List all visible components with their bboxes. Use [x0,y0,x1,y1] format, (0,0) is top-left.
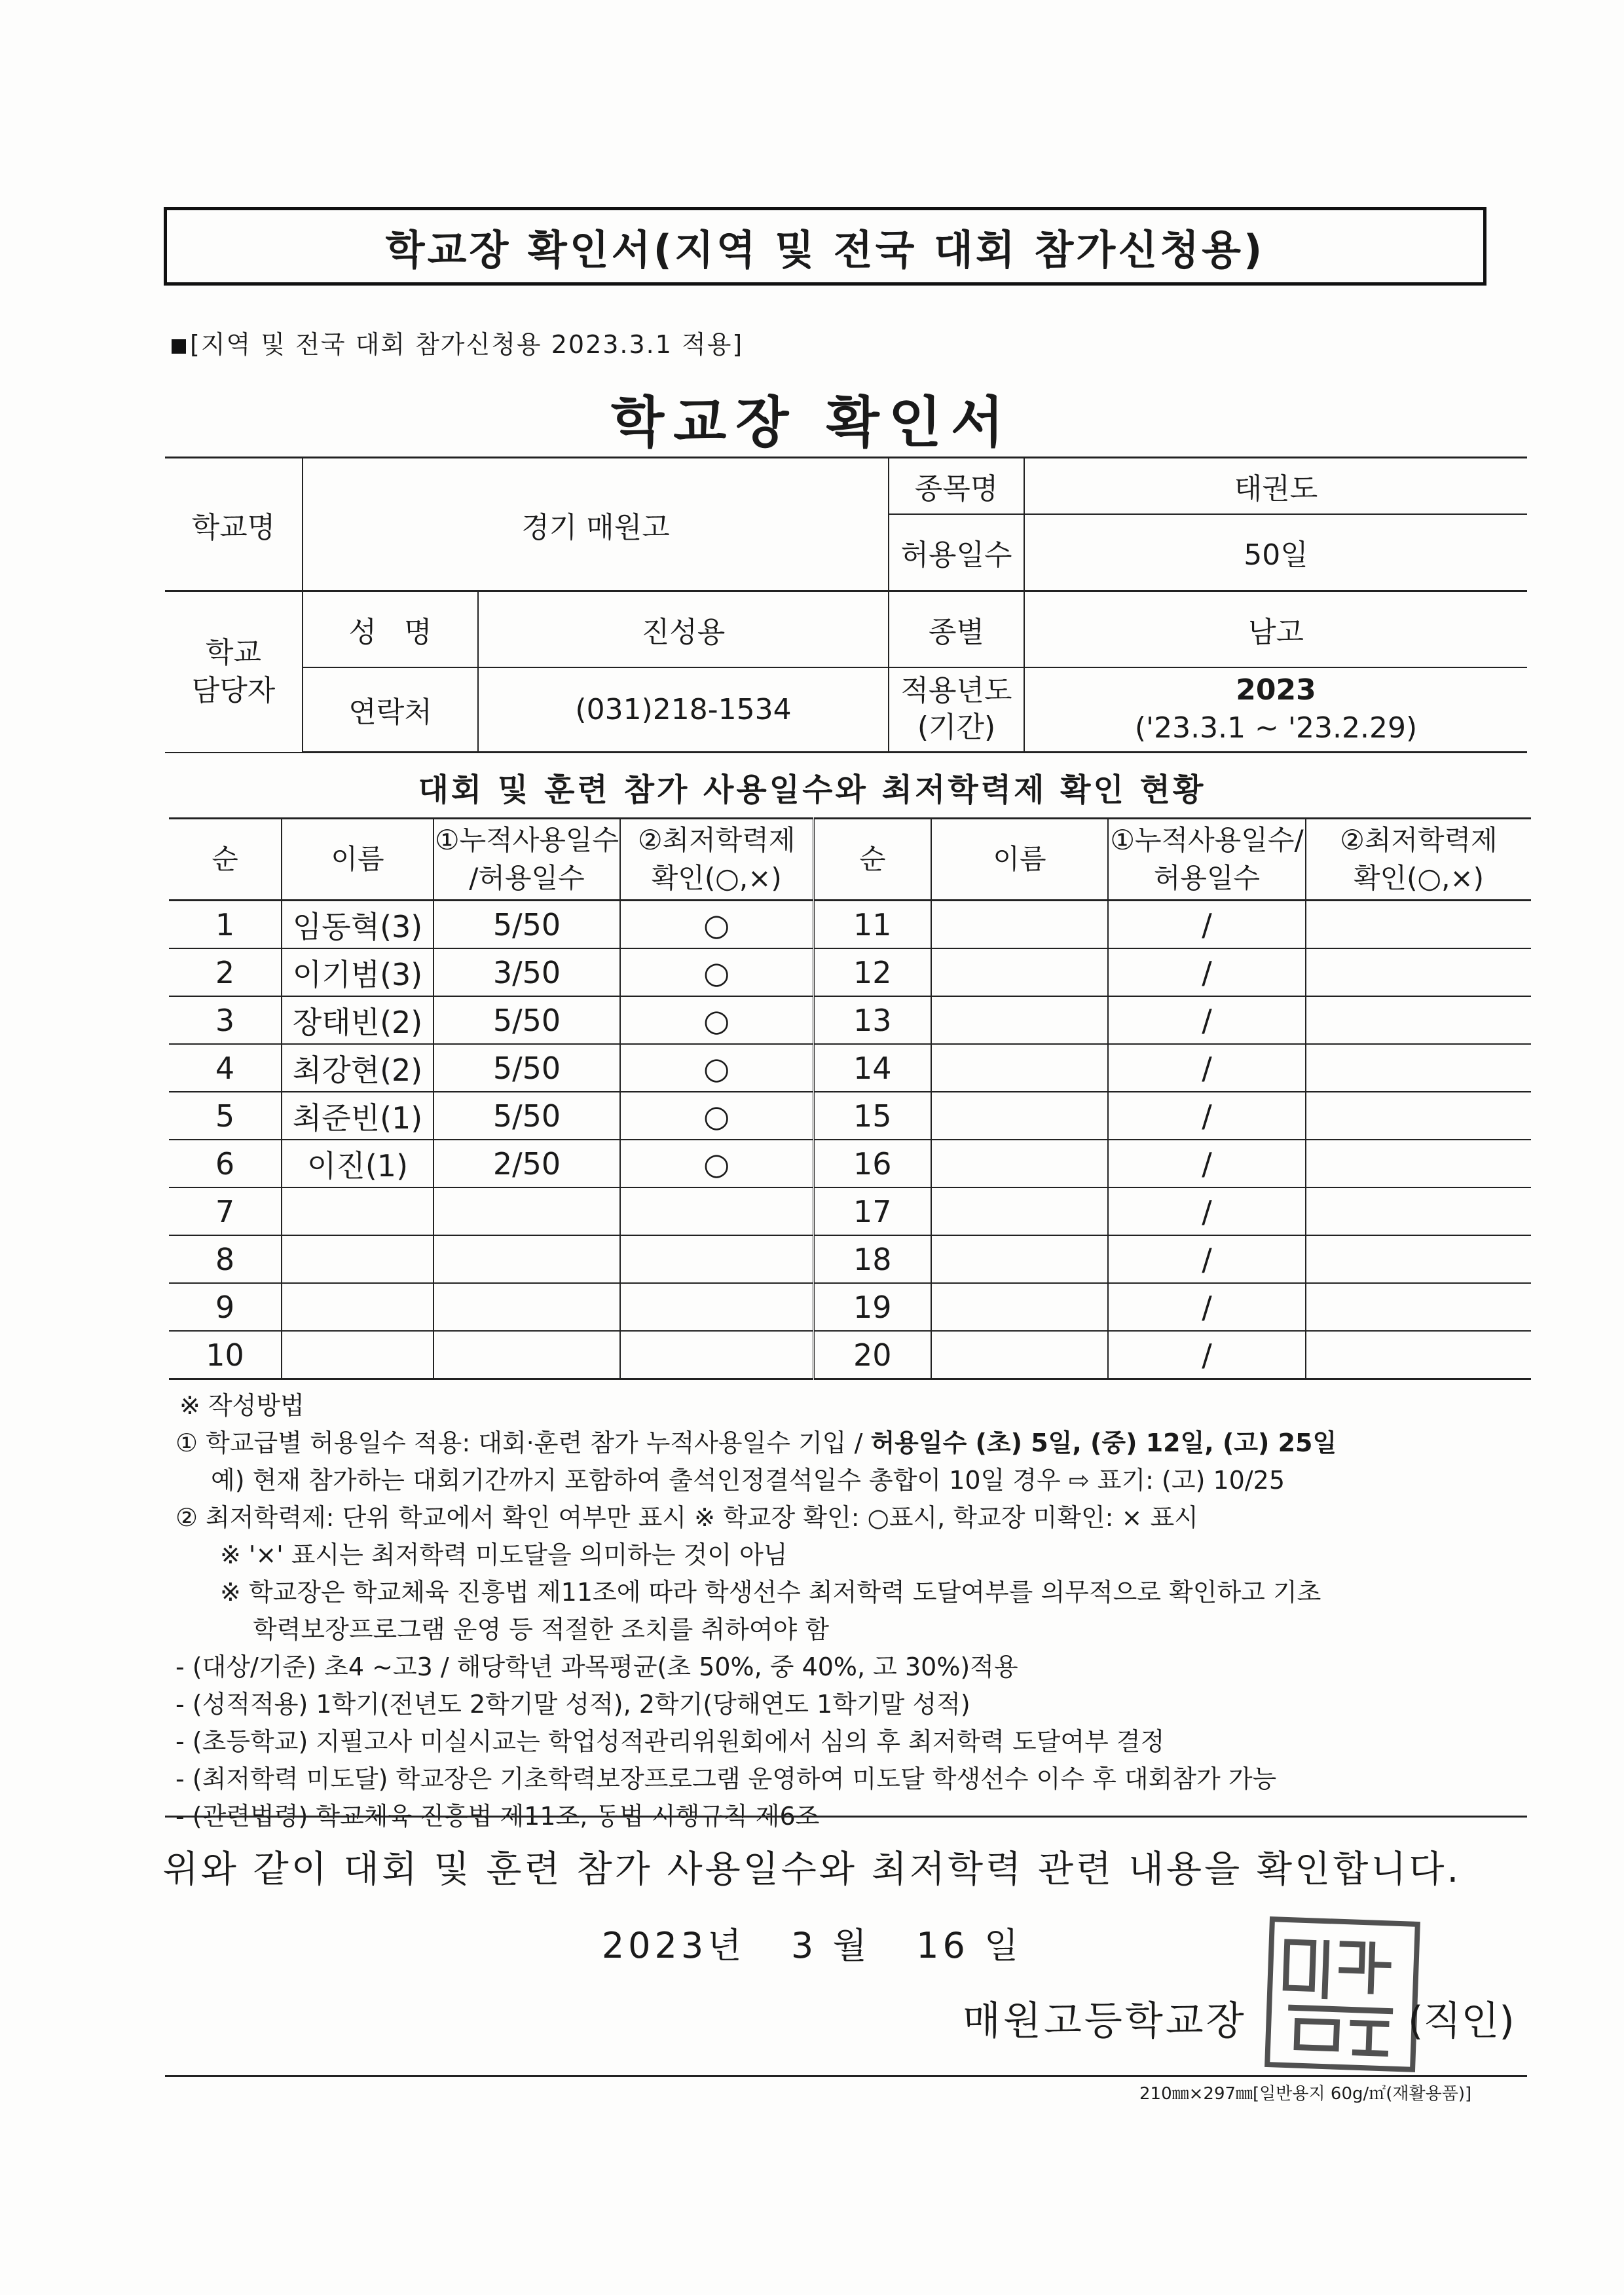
roster-row [169,1235,1531,1283]
roster-header-row [169,819,1531,901]
official-seal [1264,1916,1420,2072]
student-name [931,1092,1108,1140]
min-academic-check [1306,1235,1531,1283]
min-academic-check [620,1331,813,1379]
instruction-line: - (대상/기준) 초4 ~고3 / 해당학년 과목평균(초 50%, 중 40%, 고 30%)적용 [175,1652,1018,1681]
row-number: 16 [813,1140,931,1187]
instruction-line: - (성적적용) 1학기(전년도 2학기말 성적), 2학기(당해연도 1학기말 성적) [175,1690,970,1719]
header-seq-left: 순 [169,819,282,901]
used-days: / [1108,1235,1306,1283]
row-number: 3 [169,996,282,1044]
min-academic-check [1306,1283,1531,1331]
min-academic-check: ○ [620,1044,813,1092]
gender-value: 남고 [1024,591,1527,667]
divider [165,2075,1527,2077]
year-value: 2023 [1236,673,1316,707]
contact-label: 연락처 [303,667,478,753]
divider [165,1816,1527,1818]
document-title: 학교장 확인서 [610,390,1014,455]
row-number: 6 [169,1140,282,1187]
min-academic-check: ○ [620,901,813,949]
header-check-right: ②최저학력제 확인(○,×) [1306,819,1531,901]
roster-row [169,948,1531,996]
row-number: 19 [813,1283,931,1331]
title-box-text: 학교장 확인서(지역 및 전국 대회 참가신청용) [385,225,1265,274]
row-number: 4 [169,1044,282,1092]
min-academic-check [620,1283,813,1331]
school-name-value: 경기 매원고 [303,458,889,591]
row-number: 9 [169,1283,282,1331]
paper-spec-note: 210㎜×297㎜[일반용지 60g/㎡(재활용품)] [1139,2084,1472,2104]
roster-row [169,1283,1531,1331]
instruction-bold-text: 허용일수 (초) 5일, (중) 12일, (고) 25일 [870,1428,1337,1457]
student-name [931,1331,1108,1379]
name-value: 진성용 [478,591,889,667]
row-number: 20 [813,1331,931,1379]
roster-row [169,1187,1531,1235]
sport-value: 태권도 [1024,458,1527,514]
confirmation-statement: 위와 같이 대회 및 훈련 참가 사용일수와 최저학력 관련 내용을 확인합니다. [162,1848,1462,1891]
min-academic-check [1306,1187,1531,1235]
student-name: 최강현(2) [282,1044,434,1092]
min-academic-check [620,1235,813,1283]
student-name [282,1283,434,1331]
instruction-line: ② 최저학력제: 단위 학교에서 확인 여부만 표시 ※ 학교장 확인: ○표시, 학교장 미확인: × 표시 [175,1503,1198,1532]
instruction-line [175,1425,1564,1462]
student-name: 최준빈(1) [282,1092,434,1140]
used-days: 5/50 [434,996,620,1044]
used-days: / [1108,996,1306,1044]
student-name [931,1044,1108,1092]
used-days: / [1108,1187,1306,1235]
roster-row [169,1044,1531,1092]
header-name-left: 이름 [282,819,434,901]
used-days [434,1283,620,1331]
instruction-line: 예) 현재 참가하는 대회기간까지 포함하여 출석인정결석일수 총합이 10일 경우 ⇨ 표기: (고) 10/25 [211,1466,1285,1495]
used-days [434,1187,620,1235]
instruction-line: 학력보장프로그램 운영 등 적절한 조치를 취하여야 함 [253,1615,830,1644]
instruction-text: ① 학교급별 허용일수 적용: 대회·훈련 참가 누적사용일수 기입 / [175,1428,871,1457]
header-used-right: ①누적사용일수/ 허용일수 [1108,819,1306,901]
header-note-text: [지역 및 전국 대회 참가신청용 2023.3.1 적용] [190,330,744,359]
seal-label: (직인) [1408,1998,1515,2044]
date-day-unit: 일 [984,1925,1023,1966]
roster-row [169,901,1531,949]
min-academic-check: ○ [620,1092,813,1140]
student-name [931,948,1108,996]
student-name [931,901,1108,949]
date-month-unit: 월 [832,1925,871,1966]
title-box [164,207,1486,286]
student-name: 장태빈(2) [282,996,434,1044]
used-days [434,1235,620,1283]
signer-name: 매원고등학교장 [963,1998,1247,2044]
min-academic-check [1306,948,1531,996]
instruction-line: - (초등학교) 지필고사 미실시교는 학업성적관리위원회에서 심의 후 최저학력 도달여부 결정 [175,1727,1165,1756]
contact-value: (031)218-1534 [478,667,889,753]
seal-glyph-icon [1270,1922,1414,2066]
used-days: / [1108,1092,1306,1140]
student-name [282,1235,434,1283]
header-used-left: ①누적사용일수 /허용일수 [434,819,620,901]
student-name [931,1187,1108,1235]
row-number: 12 [813,948,931,996]
min-academic-check: ○ [620,996,813,1044]
min-academic-check [1306,1044,1531,1092]
row-number: 11 [813,901,931,949]
row-number: 15 [813,1092,931,1140]
year-cell [1024,667,1527,753]
student-name [282,1331,434,1379]
header-check-left: ②최저학력제 확인(○,×) [620,819,813,901]
used-days: / [1108,948,1306,996]
min-academic-check [620,1187,813,1235]
gender-label: 종별 [889,591,1024,667]
roster-table [169,817,1531,1380]
header-note [172,324,743,360]
row-number: 2 [169,948,282,996]
row-number: 8 [169,1235,282,1283]
used-days [434,1331,620,1379]
instruction-line: - (관련법령) 학교체육 진흥법 제11조, 동법 시행규칙 제6조 [175,1802,820,1831]
min-academic-check: ○ [620,948,813,996]
row-number: 13 [813,996,931,1044]
sport-label: 종목명 [889,458,1024,514]
manager-label: 학교 담당자 [165,591,303,753]
row-number: 17 [813,1187,931,1235]
min-academic-check [1306,996,1531,1044]
header-name-right: 이름 [931,819,1108,901]
used-days: 5/50 [434,1092,620,1140]
student-name: 이진(1) [282,1140,434,1187]
instruction-line: ※ 학교장은 학교체육 진흥법 제11조에 따라 학생선수 최저학력 도달여부를 의무적으로 확인하고 기초 [220,1578,1321,1607]
date-day: 16 [916,1925,969,1966]
row-number: 18 [813,1235,931,1283]
school-info-table [165,457,1527,753]
student-name [931,1235,1108,1283]
used-days: / [1108,1044,1306,1092]
used-days: / [1108,1331,1306,1379]
instructions [175,1387,1564,1835]
student-name [931,1140,1108,1187]
instruction-line: - (최저학력 미도달) 학교장은 기초학력보장프로그램 운영하여 미도달 학생선수 이수 후 대회참가 가능 [175,1764,1277,1793]
school-name-label: 학교명 [165,458,303,591]
date-year: 2023년 [601,1925,746,1966]
instruction-line: ※ '×' 표시는 최저학력 미도달을 의미하는 것이 아님 [220,1540,788,1569]
year-label: 적용년도 (기간) [889,667,1024,753]
min-academic-check: ○ [620,1140,813,1187]
instructions-heading: ※ 작성방법 [179,1391,304,1420]
used-days: 5/50 [434,901,620,949]
roster-row [169,1140,1531,1187]
min-academic-check [1306,1331,1531,1379]
date-month: 3 [790,1925,818,1966]
year-period: ('23.3.1 ~ '23.2.29) [1134,711,1418,745]
min-academic-check [1306,1092,1531,1140]
used-days: 5/50 [434,1044,620,1092]
roster-row [169,1092,1531,1140]
square-bullet-icon [172,339,186,354]
used-days: / [1108,1140,1306,1187]
used-days: / [1108,1283,1306,1331]
used-days: 3/50 [434,948,620,996]
allowed-days-label: 허용일수 [889,514,1024,591]
row-number: 14 [813,1044,931,1092]
used-days: / [1108,901,1306,949]
student-name [282,1187,434,1235]
used-days: 2/50 [434,1140,620,1187]
header-seq-right: 순 [813,819,931,901]
min-academic-check [1306,1140,1531,1187]
row-number: 7 [169,1187,282,1235]
min-academic-check [1306,901,1531,949]
student-name [931,1283,1108,1331]
student-name: 이기범(3) [282,948,434,996]
roster-row [169,996,1531,1044]
allowed-days-value: 50일 [1024,514,1527,591]
row-number: 10 [169,1331,282,1379]
status-title: 대회 및 훈련 참가 사용일수와 최저학력제 확인 현황 [418,772,1206,808]
name-label: 성 명 [303,591,478,667]
row-number: 5 [169,1092,282,1140]
roster-row [169,1331,1531,1379]
student-name: 임동혁(3) [282,901,434,949]
row-number: 1 [169,901,282,949]
student-name [931,996,1108,1044]
